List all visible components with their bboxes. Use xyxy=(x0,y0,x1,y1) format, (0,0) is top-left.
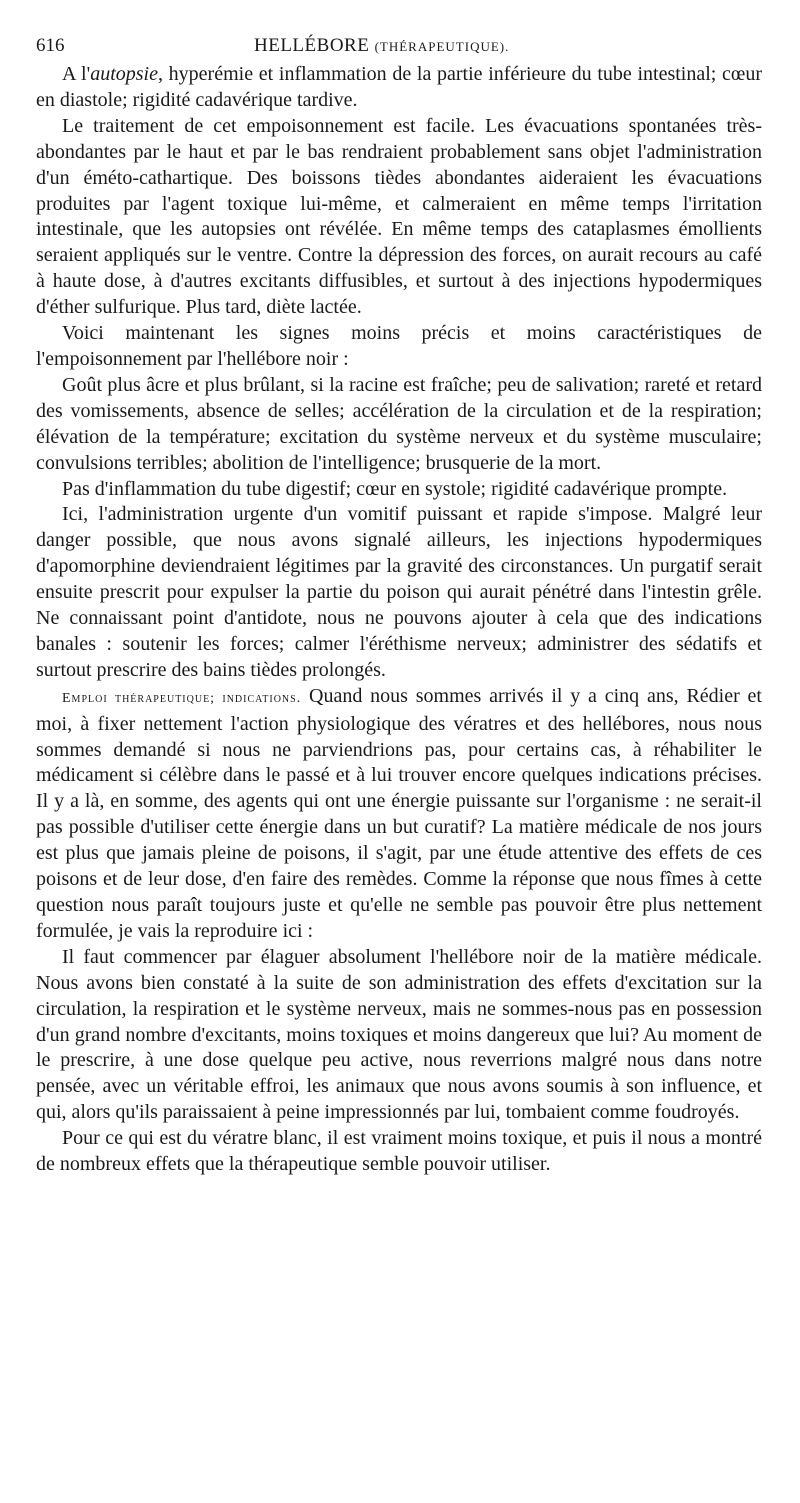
paragraph-treatment: Le traitement de cet empoisonnement est facile. Les évacuations spontanées très-abondantes par le haut et par le bas rendraient probablement sans objet l'administration d'un éméto-cathartique. Des boissons tièdes abondantes aideraient les évacuations produites par l'agent toxique lui-même, et calmeraient en même temps l'irritation intestinale, que les autopsies ont révélée. En même temps des cataplasmes émollients seraient appliqués sur le ventre. Contre la dépression des forces, on aurait recours au café à haute dose, à d'autres excitants diffusibles, et surtout à des injections hypodermiques d'éther sulfurique. Plus tard, diète lactée. xyxy=(36,114,762,319)
running-title xyxy=(254,30,509,63)
paragraph-therapeutic-use xyxy=(36,684,762,945)
paragraph-autopsy-lead: A l' xyxy=(62,63,91,85)
paragraph-urgent-treatment: Ici, l'administration urgente d'un vomitif puissant et rapide s'impose. Malgré leur danger possible, que nous avons signalé ailleurs, les injections hypodermiques d'apomorphine deviendraient légitimes par la gravité des circonstances. Un purgatif serait ensuite prescrit pour expulser la partie du poison qui aurait pénétré dans l'intestin grêle. Ne connaissant point d'antidote, nous ne pouvons ajouter à cela que des indications banales : soutenir les forces; calmer l'éréthisme nerveux; administrer des sédatifs et surtout prescrire des bains tièdes prolongés. xyxy=(36,503,762,681)
running-header xyxy=(36,30,762,62)
page-number: 616 xyxy=(36,35,65,56)
paragraph-autopsy-findings: Pas d'inflammation du tube digestif; cœur en systole; rigidité cadavérique prompte. xyxy=(62,477,728,500)
paragraph-signs-intro: Voici maintenant les signes moins précis et moins caractéristiques de l'empoisonnement par l'hellébore noir : xyxy=(36,322,762,370)
running-title-subtitle: (THÉRAPEUTIQUE). xyxy=(374,39,510,54)
paragraph-autopsy-emphasis: autopsie xyxy=(90,63,158,85)
paragraph-white-veratrum: Pour ce qui est du vératre blanc, il est vraiment moins toxique, et puis il nous a montré de nombreux effets que la thérapeutique semble pouvoir utiliser. xyxy=(36,1127,762,1176)
paragraph-black-hellebore: Il faut commencer par élaguer absolument l'hellébore noir de la matière médicale. Nous avons bien constaté à la suite de son administration des effets d'excitation sur la circulation, la respiration et le système nerveux, mais ne sommes-nous pas en possession d'un grand nombre d'excitants, moins toxiques et moins dangereux que lui? Au moment de le prescrire, à une dose quelque peu active, nous reverrions malgré nous dans notre pensée, avec un véritable effroi, les animaux que nous avons soumis à son influence, et qui, alors qu'ils paraissaient à peine impressionnés par lui, tombaient comme foudroyés. xyxy=(36,945,762,1124)
running-title-main: HELLÉBORE xyxy=(254,35,370,56)
paragraph-therapeutic-use-text: Quand nous sommes arrivés il y a cinq ans, Rédier et moi, à fixer nettement l'action physiologique des vératres et des hellébores, nous nous sommes demandé si nous ne parviendrions pas, pour certains cas, à réhabiliter le médicament si célèbre dans le passé et à lui trouver encore quelques indications précises. Il y a là, en somme, des agents qui ont une énergie puissante sur l'organisme : ne serait-il pas possible d'utiliser cette énergie dans un but curatif? La matière médicale de nos jours est plus que jamais pleine de poisons, il s'agit, par une étude attentive des effets de ces poisons et de leur dose, d'en faire des remèdes. Comme la réponse que nous fîmes à cette question nous paraît toujours juste et qu'elle ne semble pas pouvoir être plus nettement formulée, je vais la reproduire ici : xyxy=(36,684,762,942)
book-page xyxy=(36,30,762,1178)
body-text xyxy=(36,62,762,1178)
paragraph-autopsy xyxy=(36,62,762,114)
paragraph-autopsy-text: , hyperémie et inflammation de la partie inférieure du tube intestinal; cœur en diastole; rigidité cadavérique tardive. xyxy=(36,63,763,111)
section-heading: Emploi thérapeutique; indications. xyxy=(62,690,302,706)
paragraph-symptoms: Goût plus âcre et plus brûlant, si la racine est fraîche; peu de salivation; rareté et retard des vomissements, absence de selles; accélération de la circulation et de la respiration; élévation de la température; excitation du système nerveux et du système musculaire; convulsions terribles; abolition de l'intelligence; brusquerie de la mort. xyxy=(36,373,762,474)
